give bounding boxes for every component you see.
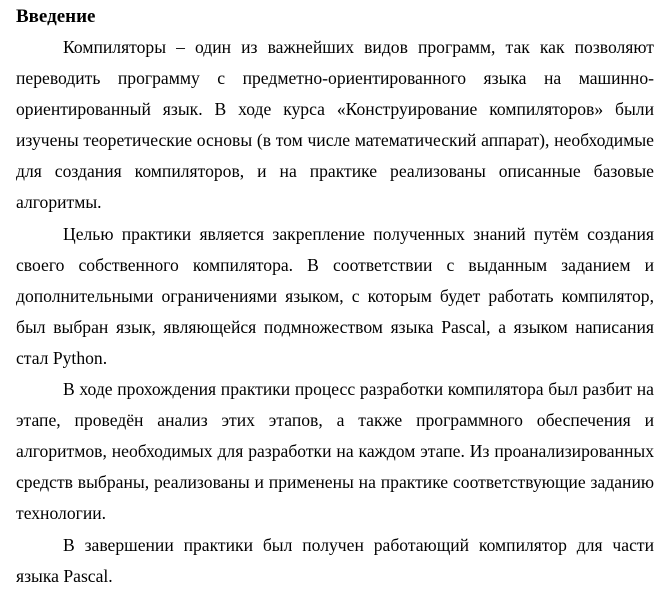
document-page [16, 4, 654, 592]
paragraph-process: В ходе прохождения практики процесс разработки компилятора был разбит на этапе, проведён анализ этих этапов, а также программного обеспечения и алгоритмов, необходимых для разработки на каждом этапе. Из проанализированных средств выбраны, реализованы и применены на практике соответствующие заданию технологии. [16, 379, 654, 524]
paragraph-intro: Компиляторы – один из важнейших видов программ, так как позволяют переводить программу с предметно-ориентированного языка на машинно-ориентированный язык. В ходе курса «Конструирование компиляторов» были изучены теоретические основы (в том числе математический аппарат), необходимые для создания компиляторов, и на практике реализованы описанные базовые алгоритмы. [16, 37, 654, 213]
paragraph-goal: Целью практики является закрепление полученных знаний путём создания своего собственного компилятора. В соответствии с выданным заданием и дополнительными ограничениями языком, с которым будет работать компилятор, был выбран язык, являющейся подмножеством языка Pascal, а языком написания стал Python. [16, 223, 654, 368]
paragraph-conclusion: В завершении практики был получен работающий компилятор для части языка Pascal. [16, 534, 654, 586]
section-heading: Введение [16, 6, 96, 27]
